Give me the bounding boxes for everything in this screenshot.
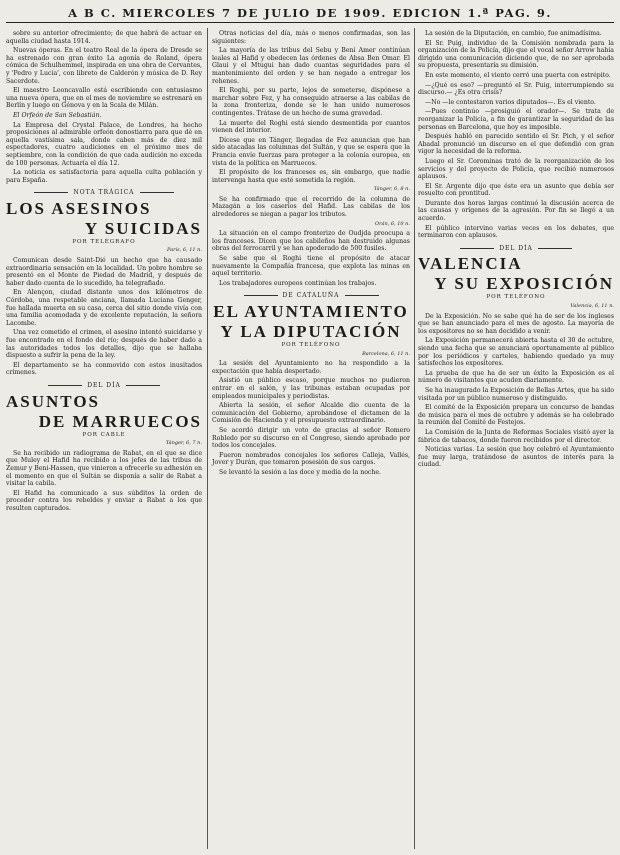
headline: ASUNTOS	[6, 391, 100, 411]
headline: LOS ASESINOS	[6, 198, 152, 218]
paragraph: La sesión del Ayuntamiento no ha respondido a la expectación que había despertado.	[212, 360, 410, 375]
paragraph: Se ha confirmado que el recorrido de la columna de Mazagán a los caseríos del Hafid. Las cabilas de los alrededores se niegan a pagar los tributos.	[212, 195, 410, 219]
section-kicker: NOTA TRÁGICA	[6, 189, 202, 197]
paragraph: Comunican desde Saint-Dié un hecho que ha causado extraordinaria sensación en la localidad. Un pobre hombre se presentó en el Monte de Piedad de Madrid, y después de haber dado cuenta de lo sucedido, ha telegrafiado.	[6, 257, 202, 287]
paragraph: Otras noticias del día, más o menos confirmadas, son las siguientes:	[212, 30, 410, 45]
paragraph: La Comisión de la Junta de Reformas Sociales visitó ayer la fábrica de tabacos, donde fueron recibidos por el director.	[418, 428, 614, 444]
dateline: París, 6, 11 n.	[167, 247, 202, 254]
paragraph: El propósito de los franceses es, sin embargo, que nadie intervenga hasta que esté sometida la región.	[212, 169, 410, 184]
paragraph: El departamento se ha conmovido con estos inusitados crímenes.	[6, 361, 202, 377]
headline: DE MARRUECOS	[38, 411, 202, 431]
headline: EL AYUNTAMIENTO	[213, 302, 409, 321]
headline: Y LA DIPUTACIÓN	[220, 322, 402, 341]
paragraph: Asistió un público escaso, porque muchos no pudieron entrar en el salón, y las tribunas estaban ocupadas por empleados municipales y periodistas.	[212, 377, 410, 400]
paragraph: El comité de la Exposición prepara un concurso de bandas de música para el mes de octubre y además se ha celebrado la reunión del Comité de Festejos.	[418, 404, 614, 427]
dateline: Orán, 6, 10 n.	[375, 220, 410, 227]
column-divider	[414, 28, 415, 849]
paragraph: Abierta la sesión, el señor Alcalde dio cuenta de la comunicación del Gobierno, aprobándose el dictamen de la Comisión de Hacienda y el presupuesto extraordinario.	[212, 402, 410, 425]
paragraph: Se acordó dirigir un voto de gracias al señor Romero Robledo por su discurso en el Congreso, siendo aprobado por todos los concejales.	[212, 426, 410, 450]
paragraph: La situación en el campo fronterizo de Oudjda preocupa a los franceses. Dicen que los cabileños han destruido algunas obras del ferrocarril y se han apoderado de 500 fusiles.	[212, 230, 410, 253]
column-2	[212, 30, 410, 479]
paragraph: Una vez cometido el crimen, el asesino intentó suicidarse y fue encontrado en el fondo del río; después de haber dado a las autoridades todos los detalles, dijo que se hallaba dispuesto a sufrir la pena de la ley.	[6, 329, 202, 360]
byline: POR CABLE	[82, 431, 126, 438]
paragraph: En Alençon, ciudad distante unos dos kilómetros de Córdoba, una respetable anciana, llamada Luciana Genger, fue hallada muerta en su casa, cerca del sitio donde vivía con una familia acomodada y de excelente reputación, la señora Lacombe.	[6, 289, 202, 327]
column-3	[418, 30, 614, 471]
dateline: Tánger, 6, 7 n.	[165, 440, 202, 447]
paragraph: La noticia es satisfactoria para aquella culta población y para España.	[6, 169, 202, 184]
dateline: Tánger, 6, 8 n.	[373, 186, 410, 193]
header-rule	[6, 22, 614, 23]
byline: POR TELÉGRAFO	[72, 238, 136, 245]
section-kicker: DEL DÍA	[418, 245, 614, 253]
paragraph: El Hafid ha comunicado a sus súbditos la orden de proceder contra los rebeldes y enviar a Rabat a los que resulten capturados.	[6, 489, 202, 512]
paragraph: Durante dos horas largas continuó la discusión acerca de las causas y orígenes de la agresión. Por fin se llegó a un acuerdo.	[418, 199, 614, 223]
paragraph: Se ha inaugurado la Exposición de Bellas Artes, que ha sido visitada por un público numeroso y distinguido.	[418, 386, 614, 402]
paragraph: La mayoría de las tribus del Sebu y Beni Amer continúan leales al Hafid y obedecen las órdenes de Absa Ben Omar. El Glaui y el Mtugui han dado cuantas seguridades para el mantenimiento del orden y se han negado a entregar los rehenes.	[212, 47, 410, 85]
paragraph: La prueba de que ha de ser un éxito la Exposición es el número de visitantes que acuden diariamente.	[418, 369, 614, 385]
byline: POR TELÉFONO	[486, 294, 546, 301]
paragraph: La sesión de la Diputación, en cambio, fue animadísima.	[425, 30, 602, 37]
dateline: Barcelona, 6, 11 n.	[362, 350, 410, 357]
headline: Y SU EXPOSICIÓN	[434, 274, 614, 294]
paragraph: Los trabajadores europeos continúan los trabajos.	[219, 279, 377, 287]
paragraph: Después habló en parecido sentido el Sr. Pich, y el señor Abadal pronunció un discurso en el que defendió con gran vigor la necesidad de la reforma.	[418, 133, 614, 156]
section-kicker: DE CATALUÑA	[212, 292, 410, 300]
paragraph: Noticias varias. La sesión que hoy celebró el Ayuntamiento fue muy larga, tratándose de asuntos de interés para la ciudad.	[418, 446, 614, 469]
paragraph: El maestro Leoncavallo está escribiendo con entusiasmo una nueva ópera, que en el mes de noviembre se estrenará en Berlín y luego en Génova y en la Scala de Milán.	[6, 87, 202, 110]
paragraph: Luego el Sr. Corominas trató de la reorganización de los servicios y del proyecto de Policía, que recibió numerosos aplausos.	[418, 157, 614, 181]
headline: VALENCIA	[418, 254, 523, 274]
paragraph: Nuevas óperas. En el teatro Real de la ópera de Dresde se ha estrenado con gran éxito La agonía de Roland, ópera cómica de Schulhemmel, inspirada en una obra de Cervantes, y 'Pedro y Lucía', con libreto de Calderón y música de D. Rey Sacerdote.	[6, 47, 202, 85]
paragraph: De la Exposición. No se sabe qué ha de ser de los ingleses que se han anunciado para el mes de agosto. La mayoría de los expositores no se han decidido a venir.	[418, 312, 614, 335]
paragraph: —¿Qué es eso? —preguntó el Sr. Puig, interrumpiendo su discurso.— ¿Es otra crisis?	[418, 81, 614, 97]
paragraph: Se sabe que el Roghi tiene el propósito de atacar nuevamente la Compañía francesa, que explota las minas en aquel territorio.	[212, 255, 410, 278]
headline: Y SUICIDAS	[84, 218, 202, 238]
paragraph: —No —le contestaron varios diputados—. Es el viento.	[425, 98, 596, 106]
paragraph: El público intervino varias veces en los debates, que terminaron con aplausos.	[418, 224, 614, 240]
paragraph: La Empresa del Crystal Palace, de Londres, ha hecho proposiciones al admirable orfeón donostiarra para que dé en aquella vastísima sala, donde caben más de diez mil espectadores, cuatro audiciones en el próximo mes de septiembre, con la condición de que cada audición no exceda de 100 personas. Actuaría el día 12.	[6, 121, 202, 167]
dateline: Valencia, 6, 11 n.	[570, 303, 614, 310]
paragraph: El Roghi, por su parte, lejos de someterse, dispónese a marchar sobre Fez, y ha conseguido atraerse a las cabilas de la zona fronteriza, donde se le han unido numerosos contingentes. Trátase de un hecho de suma gravedad.	[212, 87, 410, 117]
paragraph: Fueron nombrados concejales los señores Calleja, Vallés, Jover y Durán, que tomaron posesión de sus cargos.	[212, 451, 410, 467]
paragraph: Se levantó la sesión a las doce y media de la noche.	[219, 468, 382, 476]
byline: POR TELÉFONO	[281, 342, 341, 348]
paragraph: Se ha recibido un radiograma de Rabat, en el que se dice que Muley el Hafid ha recibido a los jefes de las tribus de Zemur y Beni-Hassen, que vinieron a ofrecerle su adhesión en el momento en que el Sultán se disponía a salir de Rabat a visitar la cabila.	[6, 449, 202, 488]
paragraph: Dícese que en Tánger, llegadas de Fez anuncian que han sido atacadas las columnas del Sultán, y que se espera que la Francia envíe fuerzas para proteger a la colonia europea, en vista de la política en Marruecos.	[212, 136, 410, 167]
paragraph: La muerte del Roghi está siendo desmentida por cuantos vienen del interior.	[212, 119, 410, 135]
paragraph: La Exposición permanecerá abierta hasta el 30 de octubre, siendo una fecha que se anunciará oportunamente al público por los periódicos y carteles, habiendo quedado ya muy satisfechos los expositores.	[418, 337, 614, 368]
paragraph: sobre su anterior ofrecimiento; de que habrá de actuar en aquella ciudad hasta 1914.	[6, 30, 202, 45]
paragraph: —Pues continúo —prosiguió el orador—. Se trata de reorganizar la Policía, a fin de garantizar la seguridad de las personas en Barcelona, que hoy es imposible.	[418, 108, 614, 131]
paragraph: El Sr. Puig, individuo de la Comisión nombrada para la organización de la Policía, dijo que el vocal señor Arrow había dirigido una comunicación diciendo que, de no ser aprobada su propuesta, presentaría su dimisión.	[418, 39, 614, 70]
section-title: El Orfeón de San Sebastián.	[13, 111, 102, 119]
paragraph: El Sr. Argente dijo que éste era un asunto que debía ser resuelto con prontitud.	[418, 182, 614, 198]
column-divider	[207, 28, 208, 849]
column-1	[6, 30, 202, 515]
paragraph: En este momento, el viento cerró una puerta con estrépito.	[425, 71, 611, 79]
section-kicker: DEL DÍA	[6, 382, 202, 390]
masthead: A B C. MIERCOLES 7 DE JULIO DE 1909. EDICION 1.ª PAG. 9.	[68, 6, 552, 20]
